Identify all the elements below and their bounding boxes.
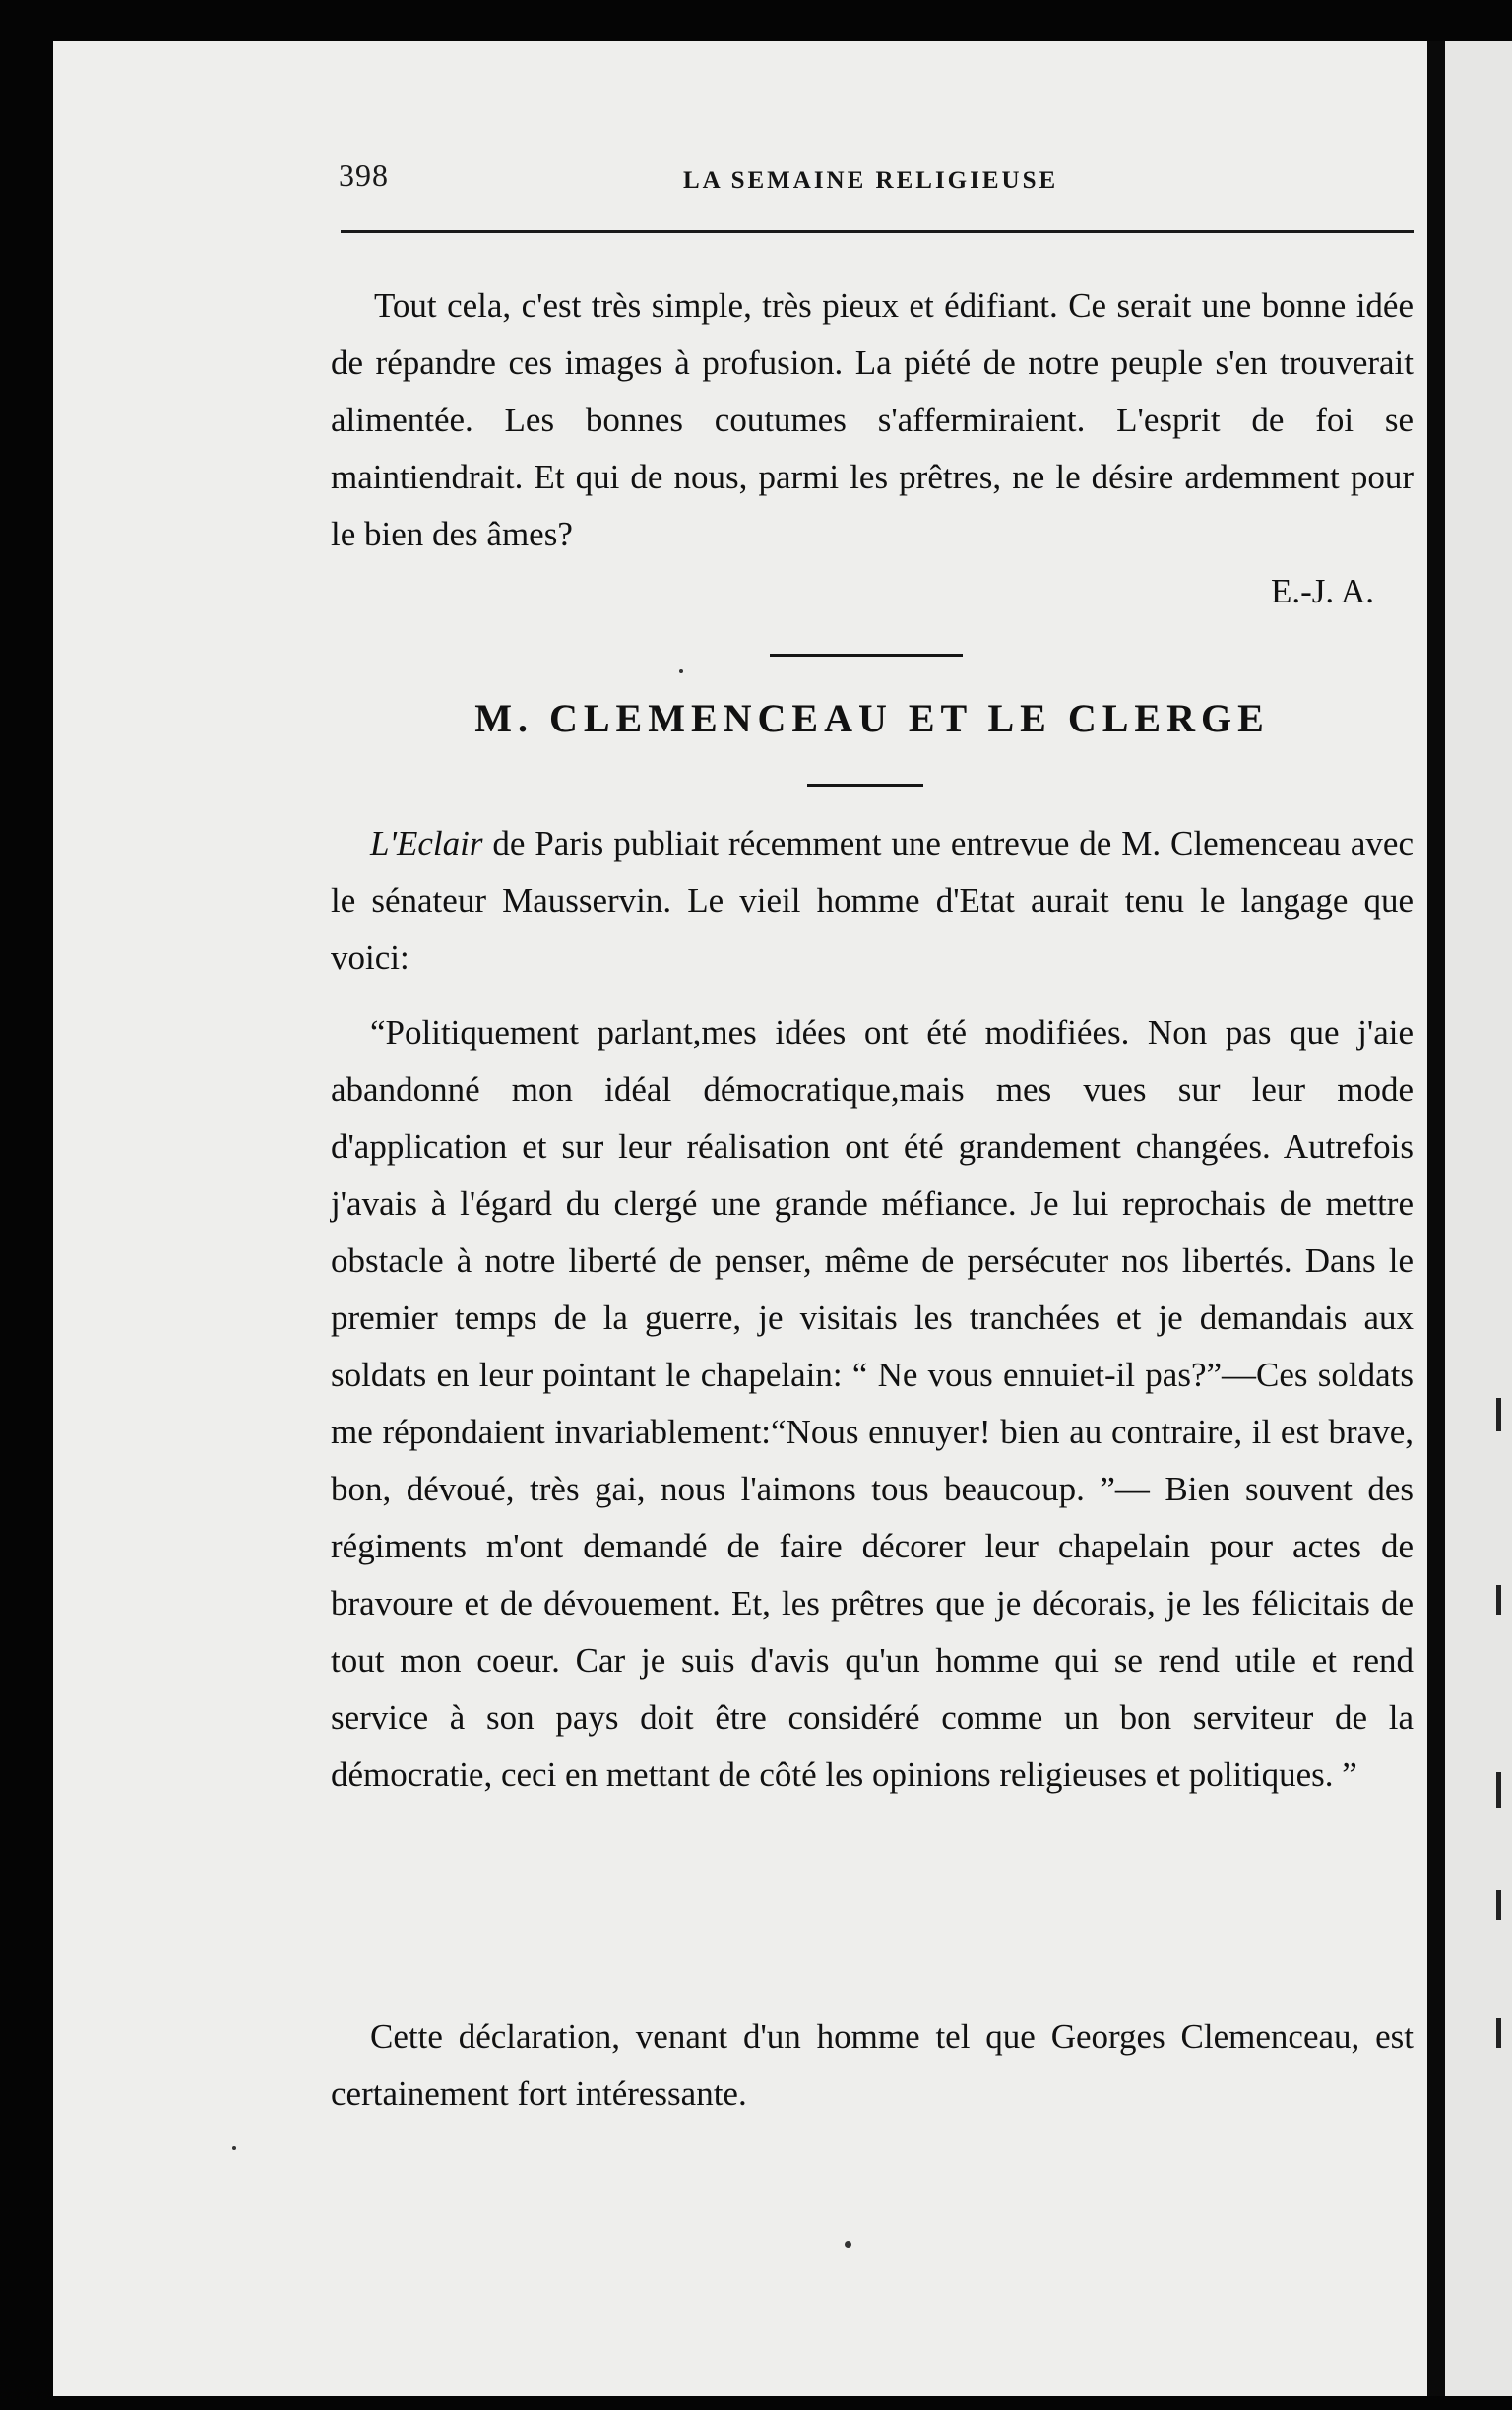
- running-header: [289, 156, 1412, 205]
- section-divider-top: [770, 654, 963, 657]
- adjacent-page-mark: [1496, 1772, 1501, 1808]
- quote-paragraph: “Politiquement parlant,mes idées ont été modifiées. Non pas que j'aie abandonné mon idéal démocratique,mais mes vues sur leur mode d'application et sur leur réalisation ont été grandement changées. Autrefois j'avais à l'égard du clergé une grande méfiance. Je lui reprochais de mettre obstacle à notre liberté de penser, même de persécuter nos libertés. Dans le premier temps de la guerre, je visitais les tranchées et je demandais aux soldats en leur pointant le chapelain: “ Ne vous ennuiet-il pas?”—Ces soldats me répondaient invariablement:“Nous ennuyer! bien au contraire, il est brave, bon, dévoué, très gai, nous l'aimons tous beaucoup. ”— Bien souvent des régiments m'ont demandé de faire décorer leur chapelain pour actes de bravoure et de dévouement. Et, les prêtres que je décorais, je les félicitais de tout mon coeur. Car je suis d'avis qu'un homme qui se rend utile et rend service à son pays doit être considéré comme un bon serviteur de la démocratie, ceci en mettant de côté les opinions religieuses et politiques. ”: [331, 1013, 1414, 1794]
- adjacent-page-mark: [1496, 1398, 1501, 1431]
- adjacent-page-mark: [1496, 2018, 1501, 2048]
- page-number: 398: [339, 158, 389, 193]
- adjacent-page-edge: [1445, 41, 1512, 2396]
- article-one-paragraph: Tout cela, c'est très simple, très pieux et édifiant. Ce serait une bonne idée de répandre ces images à profusion. La piété de notre peuple s'en trouverait alimentée. Les bonnes coutumes s'affermiraient. L'esprit de foi se maintiendrait. Et qui de nous, parmi les prêtres, ne le désire ardemment pour le bien des âmes?: [331, 286, 1414, 553]
- article-one-body: [331, 278, 1414, 610]
- article-quote: [331, 1004, 1414, 1804]
- scan-speck: [845, 2241, 851, 2248]
- article-closing: [331, 2008, 1414, 2123]
- binding-gutter: [1427, 41, 1445, 2396]
- journal-title: LA SEMAINE RELIGIEUSE: [683, 167, 1059, 194]
- header-rule: [341, 230, 1414, 233]
- intro-text: de Paris publiait récemment une entrevue de M. Clemenceau avec le sénateur Mausservin. Le vieil homme d'Etat aurait tenu le langage que voici:: [331, 824, 1414, 977]
- article-intro: [331, 815, 1414, 986]
- scan-speck: [232, 2146, 236, 2150]
- adjacent-page-mark: [1496, 1890, 1501, 1920]
- article-one-signature: E.-J. A.: [1271, 572, 1374, 610]
- closing-paragraph: Cette déclaration, venant d'un homme tel que Georges Clemenceau, est certainement fort intéressante.: [331, 2017, 1414, 2113]
- section-divider-bottom: [807, 784, 923, 787]
- adjacent-page-mark: [1496, 1585, 1501, 1615]
- newspaper-name: L'Eclair: [370, 824, 483, 862]
- scan-speck: [679, 669, 683, 673]
- article-title: M. CLEMENCEAU ET LE CLERGE: [474, 696, 1270, 740]
